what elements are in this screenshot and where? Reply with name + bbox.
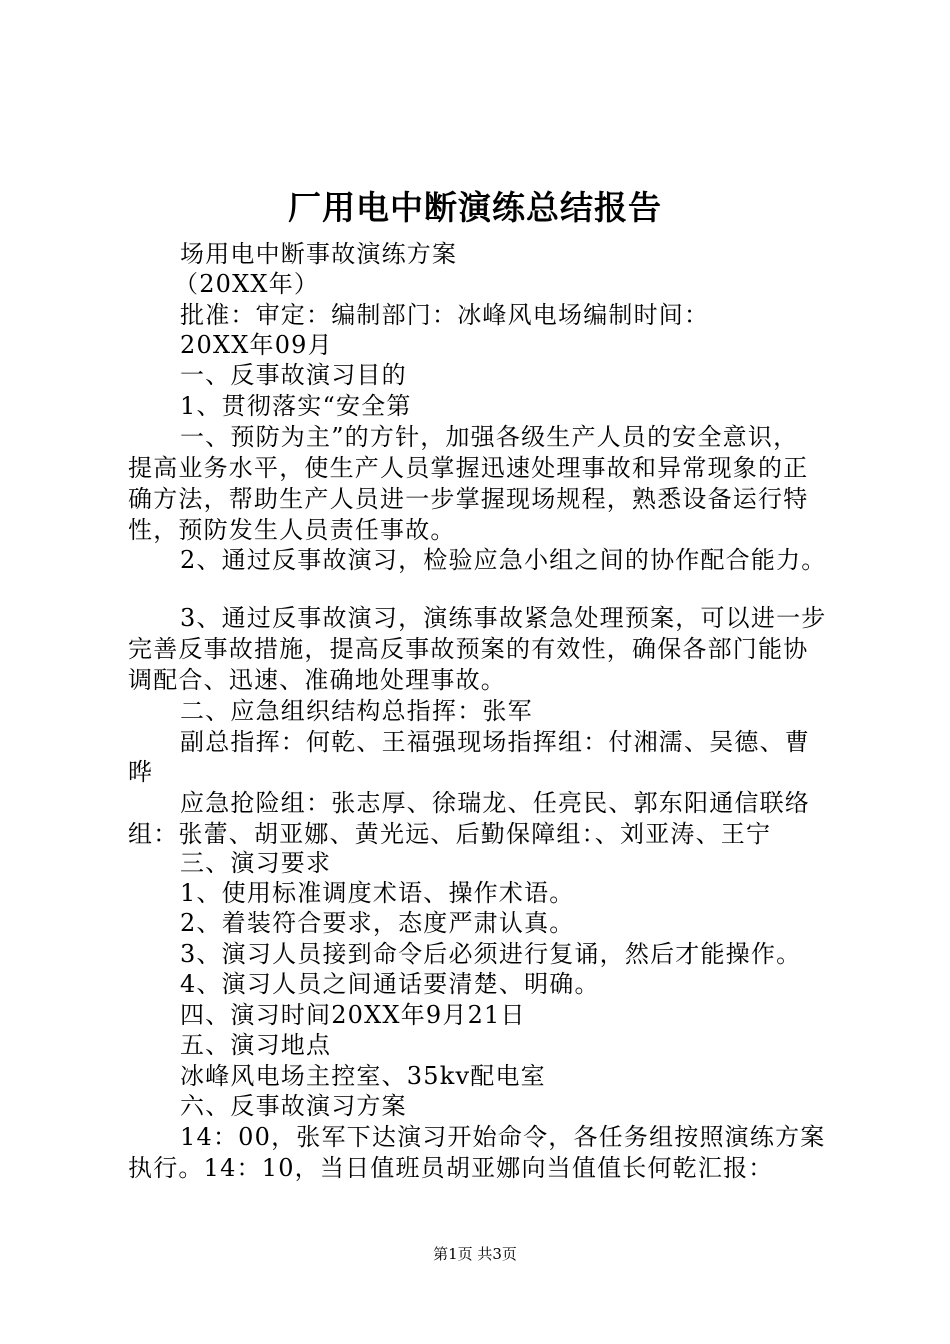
text-line: 二、应急组织结构总指挥：张军 (180, 697, 533, 725)
text-line: 批准：审定：编制部门：冰峰风电场编制时间： (180, 301, 710, 329)
text-line: 副总指挥：何乾、王福强现场指挥组：付湘濡、吴德、曹 (180, 728, 810, 756)
text-line: 三、演习要求 (180, 849, 332, 877)
text-line: 3、演习人员接到命令后必须进行复诵，然后才能操作。 (180, 940, 802, 968)
text-line: 3、通过反事故演习，演练事故紧急处理预案，可以进一步 (180, 604, 827, 632)
text-line: 一、反事故演习目的 (180, 361, 407, 389)
text-line: 一、预防为主”的方针，加强各级生产人员的安全意识， (180, 423, 799, 451)
text-line: （20XX年） (174, 270, 320, 298)
text-line: 提高业务水平，使生产人员掌握迅速处理事故和异常现象的正 (128, 454, 809, 482)
text-line: 2、着装符合要求，态度严肃认真。 (180, 909, 575, 937)
text-line: 性，预防发生人员责任事故。 (128, 516, 456, 544)
text-line: 14：00，张军下达演习开始命令，各任务组按照演练方案 (180, 1123, 826, 1151)
text-line: 组：张蕾、胡亚娜、黄光远、后勤保障组：、刘亚涛、王宁 (128, 820, 772, 848)
text-line: 场用电中断事故演练方案 (180, 240, 458, 268)
text-line: 晔 (128, 758, 154, 786)
text-line: 执行。14：10，当日值班员胡亚娜向当值值长何乾汇报： (128, 1154, 774, 1182)
text-line: 五、演习地点 (180, 1031, 332, 1059)
page-footer: 第1页 共3页 (433, 1245, 517, 1263)
text-line: 调配合、迅速、准确地处理事故。 (128, 666, 506, 694)
text-line: 1、贯彻落实“安全第 (180, 392, 412, 420)
text-line: 确方法，帮助生产人员进一步掌握现场规程，熟悉设备运行特 (128, 485, 809, 513)
text-line: 冰峰风电场主控室、35kv配电室 (180, 1062, 546, 1090)
text-line: 六、反事故演习方案 (180, 1092, 407, 1120)
text-line: 20XX年09月 (180, 331, 333, 359)
text-line: 四、演习时间20XX年9月21日 (180, 1001, 526, 1029)
text-line: 4、演习人员之间通话要清楚、明确。 (180, 970, 600, 998)
text-line: 1、使用标准调度术语、操作术语。 (180, 879, 575, 907)
document-title: 厂用电中断演练总结报告 (288, 188, 662, 227)
text-line: 2、通过反事故演习，检验应急小组之间的协作配合能力。 (180, 546, 827, 574)
text-line: 完善反事故措施，提高反事故预案的有效性，确保各部门能协 (128, 635, 809, 663)
text-line: 应急抢险组：张志厚、徐瑞龙、任亮民、郭东阳通信联络 (180, 789, 810, 817)
